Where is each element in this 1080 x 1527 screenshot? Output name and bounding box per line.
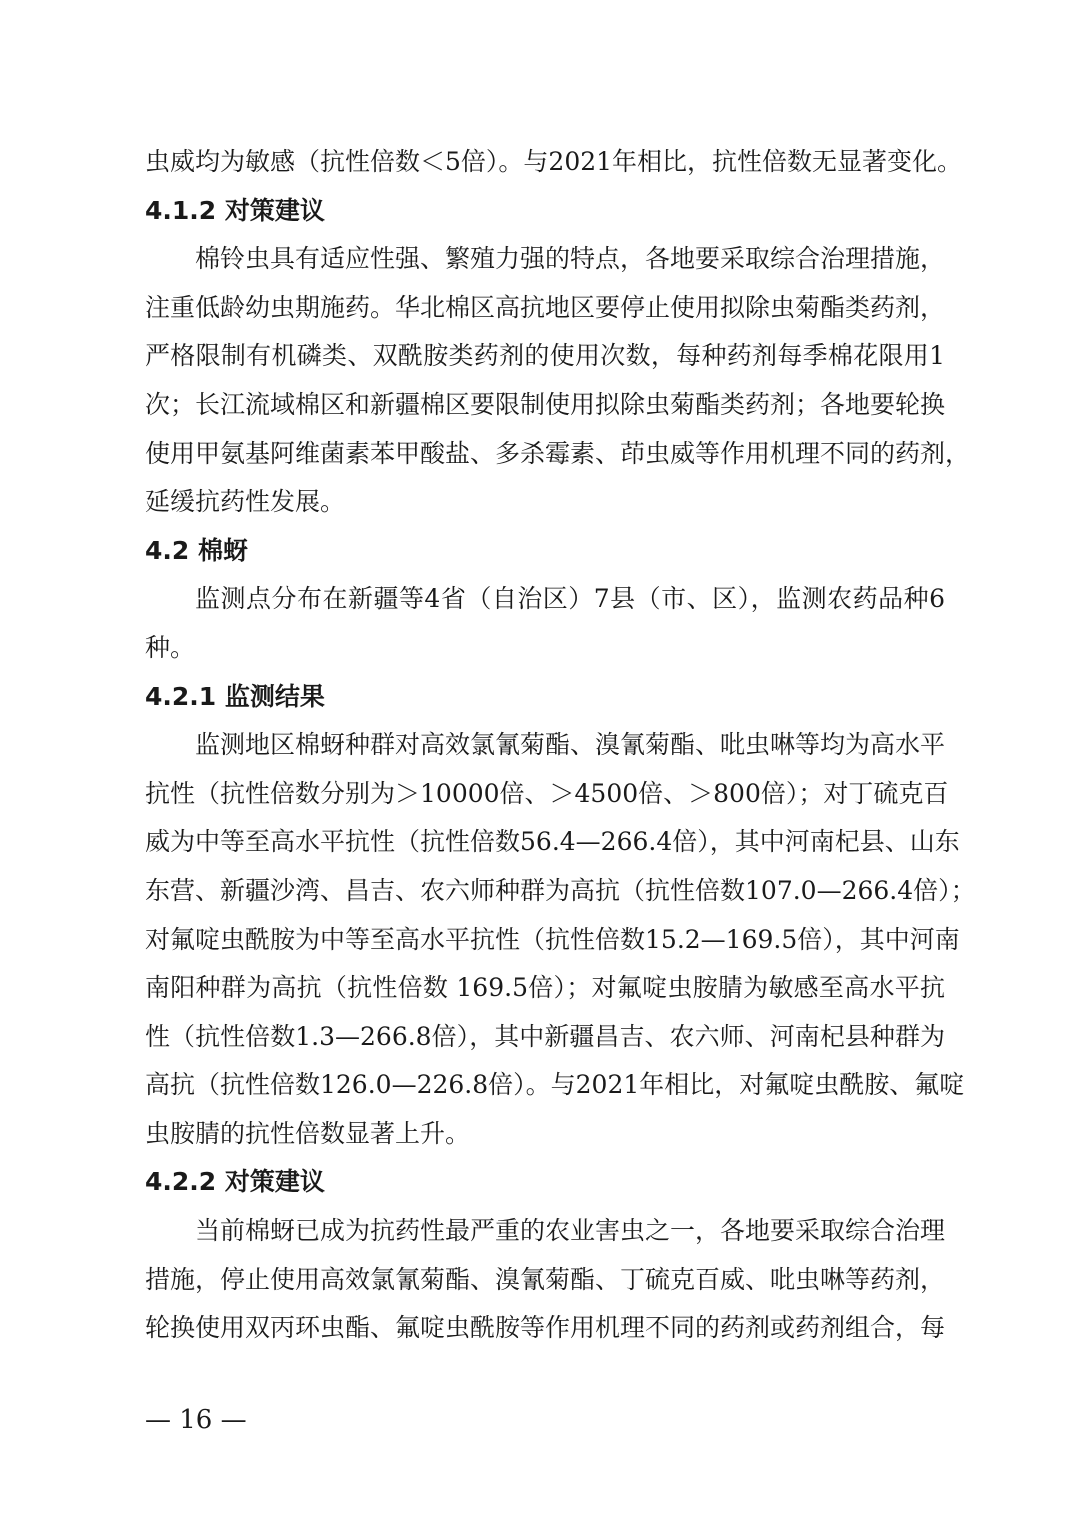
text-line: 当前棉蚜已成为抗药性最严重的农业害虫之一，各地要采取综合治理 [195,1216,946,1246]
text-line: 监测地区棉蚜种群对高效氯氰菊酯、溴氰菊酯、吡虫啉等均为高水平 [195,730,946,760]
text-line: 严格限制有机磷类、双酰胺类药剂的使用次数，每种药剂每季棉花限用1 [145,341,945,371]
paragraph [145,138,963,187]
page-number: — 16 — [145,1405,247,1435]
text-line: 性（抗性倍数1.3—266.8倍），其中新疆昌吉、农六师、河南杞县种群为 [145,1021,945,1051]
paragraph [145,235,971,527]
text-line: 高抗（抗性倍数126.0—226.8倍）。与2021年相比，对氟啶虫酰胺、氟啶 [145,1070,965,1100]
text-line: 措施，停止使用高效氯氰菊酯、溴氰菊酯、丁硫克百威、吡虫啉等药剂， [145,1264,946,1294]
paragraph [145,721,976,1158]
text-line: 种。 [145,632,196,662]
text-line: 东营、新疆沙湾、昌吉、农六师种群为高抗（抗性倍数107.0—266.4倍）； [145,875,976,905]
text-line: 注重低龄幼虫期施药。华北棉区高抗地区要停止使用拟除虫菊酯类药剂， [145,292,946,322]
text-line: 抗性（抗性倍数分别为＞10000倍、＞4500倍、＞800倍）；对丁硫克百 [145,778,949,808]
section-heading: 4.1.2 对策建议 [145,195,325,225]
text-line: 对氟啶虫酰胺为中等至高水平抗性（抗性倍数15.2—169.5倍），其中河南 [145,924,960,954]
text-line: 威为中等至高水平抗性（抗性倍数56.4—266.4倍），其中河南杞县、山东 [145,827,960,857]
paragraph [145,1207,945,1353]
text-line: 南阳种群为高抗（抗性倍数 169.5倍）；对氟啶虫胺腈为敏感至高水平抗 [145,973,945,1003]
text-line: 棉铃虫具有适应性强、繁殖力强的特点，各地要采取综合治理措施， [195,244,946,274]
section-heading: 4.2.1 监测结果 [145,681,325,711]
text-line: 轮换使用双丙环虫酯、氟啶虫酰胺等作用机理不同的药剂或药剂组合，每 [145,1313,946,1343]
text-line: 虫威均为敏感（抗性倍数＜5倍）。与2021年相比，抗性倍数无显著变化。 [145,147,963,176]
paragraph [145,575,945,672]
text-line: 次；长江流域棉区和新疆棉区要限制使用拟除虫菊酯类药剂；各地要轮换 [145,389,946,419]
section-heading: 4.2.2 对策建议 [145,1167,325,1197]
document-body [145,138,976,1353]
text-line: 虫胺腈的抗性倍数显著上升。 [145,1118,471,1148]
text-line: 监测点分布在新疆等4省（自治区）7县（市、区），监测农药品种6 [195,584,945,614]
text-line: 使用甲氨基阿维菌素苯甲酸盐、多杀霉素、茚虫威等作用机理不同的药剂， [145,438,971,468]
section-heading: 4.2 棉蚜 [145,535,248,565]
text-line: 延缓抗药性发展。 [145,487,346,517]
